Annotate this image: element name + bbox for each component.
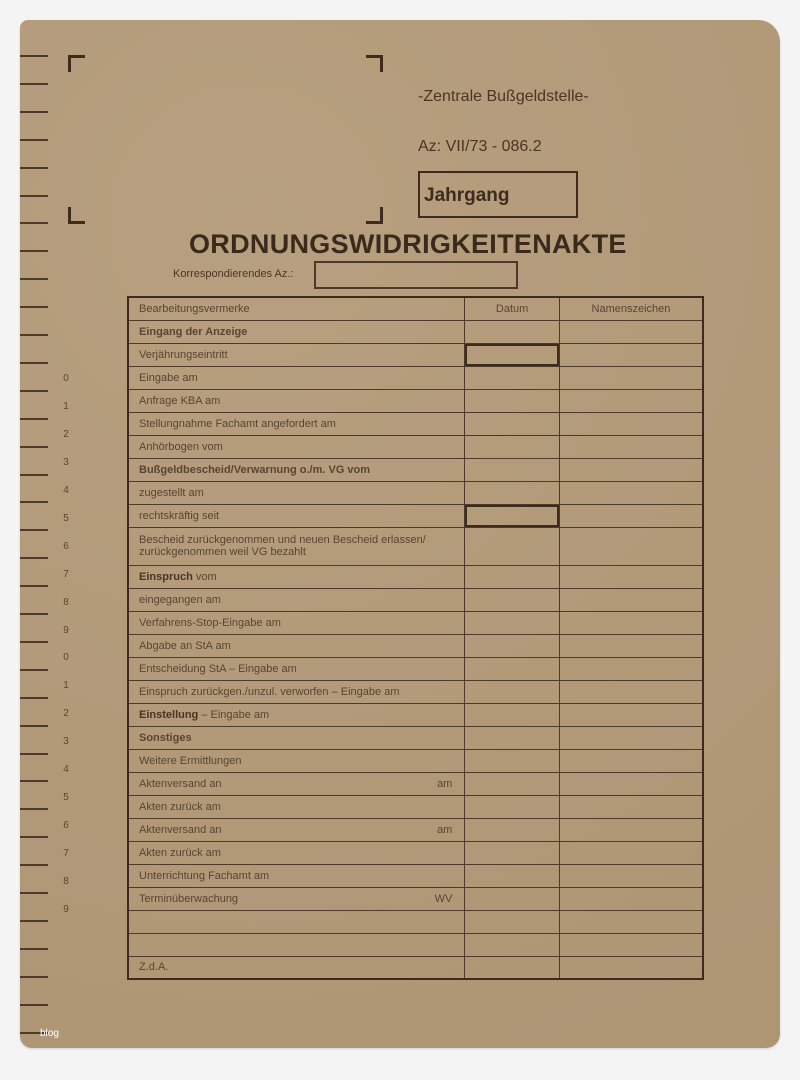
initials-cell[interactable] (559, 588, 703, 611)
row-label: Verjährungseintritt (128, 343, 465, 366)
initials-cell[interactable] (559, 749, 703, 772)
ruler-tick (20, 669, 48, 671)
table-row (128, 772, 703, 795)
reference-number: Az: VII/73 - 086.2 (418, 138, 542, 155)
date-cell[interactable] (465, 956, 560, 979)
ruler-tick (20, 83, 48, 85)
table-row (128, 366, 703, 389)
ruler-tick (20, 641, 48, 643)
row-label-text: Aktenversand an (139, 777, 222, 790)
initials-cell[interactable] (559, 887, 703, 910)
ruler-tick (20, 613, 48, 615)
table-row (128, 657, 703, 680)
table-row (128, 611, 703, 634)
ruler-tick (20, 753, 48, 755)
initials-cell[interactable] (559, 527, 703, 565)
table-row (128, 435, 703, 458)
row-label-suffix: am (437, 823, 453, 836)
row-label: Einspruch zurückgen./unzul. verworfen – Eingabe am (128, 680, 465, 703)
ruler-tick (20, 976, 48, 978)
initials-cell[interactable] (559, 680, 703, 703)
initials-cell[interactable] (559, 841, 703, 864)
row-label-text: Terminüberwachung (139, 892, 239, 905)
table-row (128, 795, 703, 818)
ruler-tick (20, 697, 48, 699)
date-cell[interactable] (465, 565, 560, 588)
ruler-tick (20, 139, 48, 141)
ruler-tick (20, 195, 48, 197)
table-row (128, 588, 703, 611)
initials-cell[interactable] (559, 657, 703, 680)
margin-number: 5 (63, 513, 69, 524)
row-label: Akten zurück am (128, 841, 465, 864)
initials-cell[interactable] (559, 504, 703, 527)
ruler-tick (20, 864, 48, 866)
date-cell[interactable] (465, 818, 560, 841)
ruler-tick (20, 167, 48, 169)
row-label (128, 887, 465, 910)
initials-cell[interactable] (559, 703, 703, 726)
date-cell[interactable] (465, 343, 560, 366)
table-row (128, 458, 703, 481)
ruler-tick (20, 780, 48, 782)
row-label (128, 772, 465, 795)
initials-cell[interactable] (559, 435, 703, 458)
row-label: Unterrichtung Fachamt am (128, 864, 465, 887)
initials-cell[interactable] (559, 818, 703, 841)
ruler-tick (20, 557, 48, 559)
processing-notes-table (127, 296, 704, 980)
date-cell[interactable] (465, 887, 560, 910)
margin-number: 6 (63, 541, 69, 552)
margin-number: 2 (63, 708, 69, 719)
header-date: Datum (465, 297, 560, 320)
date-cell[interactable] (465, 458, 560, 481)
crop-mark-top-right (366, 55, 383, 72)
date-cell[interactable] (465, 657, 560, 680)
margin-number: 5 (63, 792, 69, 803)
ruler-tick (20, 55, 48, 57)
date-cell[interactable] (465, 481, 560, 504)
initials-cell[interactable] (559, 956, 703, 979)
date-cell[interactable] (465, 795, 560, 818)
margin-number: 1 (63, 401, 69, 412)
ruler-tick (20, 836, 48, 838)
row-label: Abgabe an StA am (128, 634, 465, 657)
row-label: Z.d.A. (128, 956, 465, 979)
row-label-suffix: vom (192, 570, 217, 583)
corresponding-ref-label: Korrespondierendes Az.: (173, 268, 294, 280)
row-label: Sonstiges (128, 726, 465, 749)
initials-cell[interactable] (559, 366, 703, 389)
date-cell[interactable] (465, 412, 560, 435)
ruler-tick (20, 418, 48, 420)
date-cell[interactable] (465, 588, 560, 611)
table-row (128, 864, 703, 887)
table-row (128, 504, 703, 527)
date-cell[interactable] (465, 366, 560, 389)
row-label: Entscheidung StA – Eingabe am (128, 657, 465, 680)
row-label: Bußgeldbescheid/Verwarnung o./m. VG vom (128, 458, 465, 481)
row-label-bold: Einstellung (139, 708, 199, 721)
row-label (128, 703, 465, 726)
row-label-suffix: – Eingabe am (198, 708, 270, 721)
row-label-suffix: WV (434, 892, 453, 905)
date-cell[interactable] (465, 527, 560, 565)
date-cell[interactable] (465, 841, 560, 864)
initials-cell[interactable] (559, 320, 703, 343)
table-row (128, 910, 703, 933)
header-initials: Namenszeichen (559, 297, 703, 320)
initials-cell[interactable] (559, 611, 703, 634)
table-row (128, 565, 703, 588)
ruler-tick (20, 920, 48, 922)
table-row (128, 887, 703, 910)
margin-number: 3 (63, 457, 69, 468)
initials-cell[interactable] (559, 481, 703, 504)
initials-cell[interactable] (559, 795, 703, 818)
row-label: Anhörbogen vom (128, 435, 465, 458)
document-title: ORDNUNGSWIDRIGKEITENAKTE (189, 229, 627, 259)
margin-number: 1 (63, 680, 69, 691)
date-cell[interactable] (465, 703, 560, 726)
corresponding-ref-field[interactable] (314, 261, 518, 289)
margin-number: 9 (63, 625, 69, 636)
row-label: Stellungnahme Fachamt angefordert am (128, 412, 465, 435)
date-cell[interactable] (465, 504, 560, 527)
table-row (128, 726, 703, 749)
table-row (128, 818, 703, 841)
table-row (128, 481, 703, 504)
ruler-tick (20, 474, 48, 476)
margin-number: 8 (63, 876, 69, 887)
date-cell[interactable] (465, 320, 560, 343)
crop-mark-bottom-left (68, 207, 85, 224)
ruler-tick (20, 1004, 48, 1006)
ruler-tick (20, 892, 48, 894)
row-label (128, 818, 465, 841)
ruler-tick (20, 390, 48, 392)
table-row (128, 343, 703, 366)
initials-cell[interactable] (559, 389, 703, 412)
margin-number: 0 (63, 373, 69, 384)
ruler-tick (20, 306, 48, 308)
date-cell[interactable] (465, 772, 560, 795)
row-label: Eingang der Anzeige (128, 320, 465, 343)
row-label-line2: zurückgenommen weil VG bezahlt (139, 546, 306, 558)
row-label-suffix: am (437, 777, 453, 790)
row-label: Anfrage KBA am (128, 389, 465, 412)
ruler-tick (20, 222, 48, 224)
date-cell[interactable] (465, 435, 560, 458)
table-row (128, 412, 703, 435)
initials-cell[interactable] (559, 772, 703, 795)
row-label-text: Aktenversand an (139, 823, 222, 836)
initials-cell[interactable] (559, 412, 703, 435)
margin-number: 8 (63, 597, 69, 608)
table-row (128, 749, 703, 772)
ruler-tick (20, 808, 48, 810)
ruler-tick (20, 250, 48, 252)
ruler-tick (20, 585, 48, 587)
table-row (128, 527, 703, 565)
initials-cell[interactable] (559, 634, 703, 657)
initials-cell[interactable] (559, 565, 703, 588)
row-label (128, 565, 465, 588)
watermark: blog (40, 1028, 59, 1039)
margin-number: 3 (63, 736, 69, 747)
margin-number: 4 (63, 764, 69, 775)
table-row (128, 933, 703, 956)
table-header-row (128, 297, 703, 320)
row-label (128, 910, 465, 933)
row-label: eingegangen am (128, 588, 465, 611)
ruler-tick (20, 362, 48, 364)
initials-cell[interactable] (559, 933, 703, 956)
margin-number: 4 (63, 485, 69, 496)
date-cell[interactable] (465, 389, 560, 412)
row-label (128, 933, 465, 956)
ruler-tick (20, 446, 48, 448)
ruler-tick (20, 334, 48, 336)
row-label: zugestellt am (128, 481, 465, 504)
margin-number: 9 (63, 904, 69, 915)
crop-mark-bottom-right (366, 207, 383, 224)
date-cell[interactable] (465, 933, 560, 956)
initials-cell[interactable] (559, 864, 703, 887)
row-label-line1: Bescheid zurückgenommen und neuen Bescheid erlassen/ (139, 534, 426, 546)
office-name: -Zentrale Bußgeldstelle- (418, 88, 589, 105)
ruler-tick (20, 501, 48, 503)
date-cell[interactable] (465, 611, 560, 634)
crop-mark-top-left (68, 55, 85, 72)
row-label: Verfahrens-Stop-Eingabe am (128, 611, 465, 634)
header-notes: Bearbeitungsvermerke (128, 297, 465, 320)
table-row (128, 703, 703, 726)
date-cell[interactable] (465, 749, 560, 772)
table-row (128, 320, 703, 343)
ruler-tick (20, 278, 48, 280)
row-label: Akten zurück am (128, 795, 465, 818)
year-box[interactable] (418, 171, 578, 218)
initials-cell[interactable] (559, 458, 703, 481)
table-row (128, 389, 703, 412)
initials-cell[interactable] (559, 910, 703, 933)
ruler-tick (20, 948, 48, 950)
row-label: Weitere Ermittlungen (128, 749, 465, 772)
table-row (128, 680, 703, 703)
margin-number: 6 (63, 820, 69, 831)
margin-number: 7 (63, 848, 69, 859)
margin-number: 0 (63, 652, 69, 663)
date-cell[interactable] (465, 680, 560, 703)
table-row (128, 841, 703, 864)
margin-number: 2 (63, 429, 69, 440)
ruler-tick (20, 725, 48, 727)
row-label: Eingabe am (128, 366, 465, 389)
date-cell[interactable] (465, 910, 560, 933)
margin-number: 7 (63, 569, 69, 580)
initials-cell[interactable] (559, 726, 703, 749)
date-cell[interactable] (465, 864, 560, 887)
ruler-tick (20, 111, 48, 113)
table-row (128, 634, 703, 657)
table-row (128, 956, 703, 979)
year-box-label: Jahrgang (424, 185, 510, 206)
initials-cell[interactable] (559, 343, 703, 366)
row-label (128, 527, 465, 565)
date-cell[interactable] (465, 726, 560, 749)
row-label: rechtskräftig seit (128, 504, 465, 527)
row-label-bold: Einspruch (139, 570, 193, 583)
date-cell[interactable] (465, 634, 560, 657)
ruler-tick (20, 529, 48, 531)
